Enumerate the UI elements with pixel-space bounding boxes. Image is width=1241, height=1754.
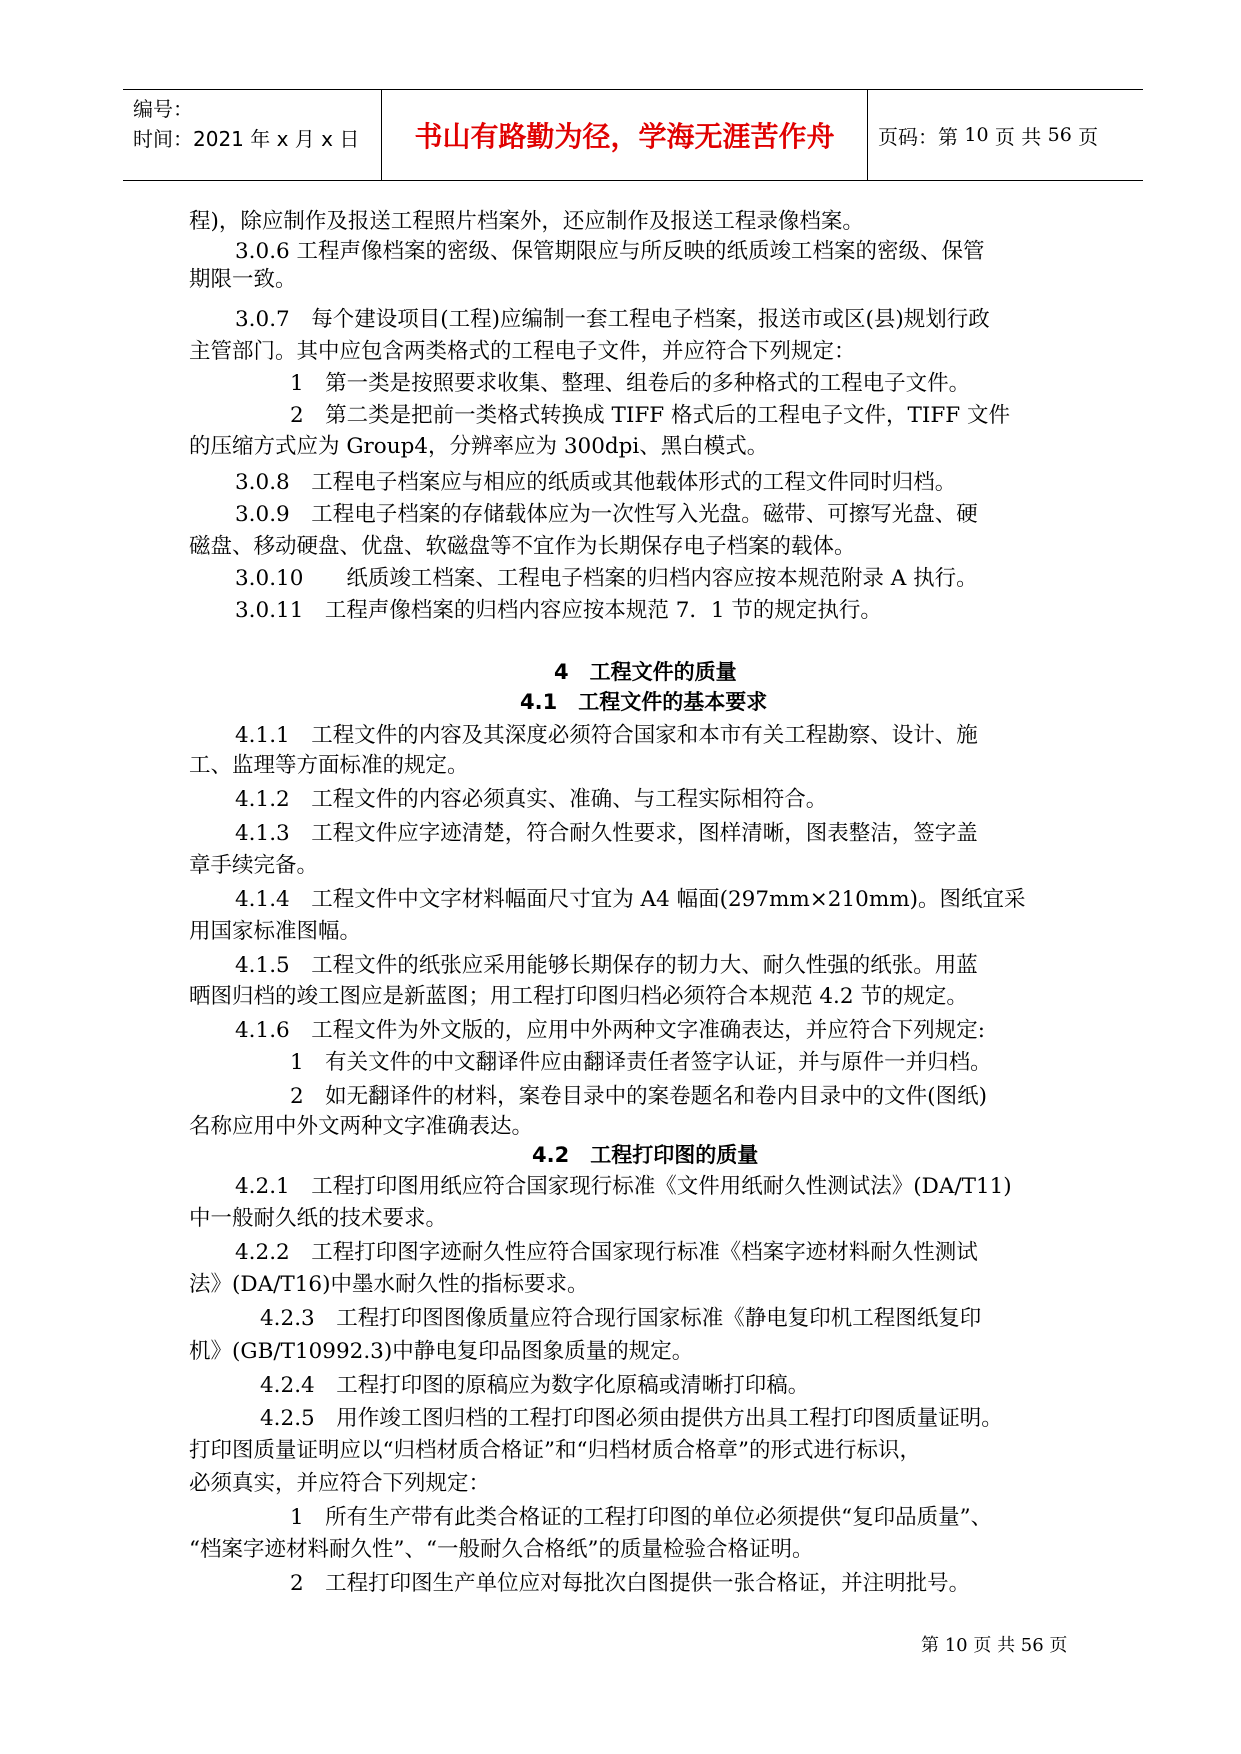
body-line: 1 所有生产带有此类合格证的工程打印图的单位必须提供“复印品质量”、 <box>290 1505 993 1530</box>
header-page-indicator <box>868 90 1143 180</box>
section-heading-4-1: 4.1 工程文件的基本要求 <box>520 690 768 714</box>
body-line: 4.2.3 工程打印图图像质量应符合现行国家标准《静电复印机工程图纸复印 <box>260 1306 982 1331</box>
body-line: 4.2.5 用作竣工图归档的工程打印图必须由提供方出具工程打印图质量证明。 <box>260 1406 1003 1431</box>
body-line: 4.1.3 工程文件应字迹清楚，符合耐久性要求，图样清晰，图表整洁，签字盖 <box>235 821 978 846</box>
body-line: 机》(GB/T10992.3)中静电复印品图象质量的规定。 <box>189 1339 694 1364</box>
body-line: 工、监理等方面标准的规定。 <box>189 753 469 778</box>
document-number-label: 编号： <box>133 97 193 121</box>
body-line: 章手续完备。 <box>189 853 319 878</box>
body-line: 3.0.7 每个建设项目(工程)应编制一套工程电子档案，报送市或区(县)规划行政 <box>235 307 990 332</box>
body-line: 1 有关文件的中文翻译件应由翻译责任者签字认证，并与原件一并归档。 <box>290 1050 992 1075</box>
body-line: 用国家标准图幅。 <box>189 919 362 944</box>
page-footer: 第 10 页 共 56 页 <box>921 1635 1068 1656</box>
page-header <box>123 89 1143 181</box>
body-line: 3.0.9 工程电子档案的存储载体应为一次性写入光盘。磁带、可擦写光盘、硬 <box>235 502 978 527</box>
body-line: 4.1.1 工程文件的内容及其深度必须符合国家和本市有关工程勘察、设计、施 <box>235 723 978 748</box>
body-line: 晒图归档的竣工图应是新蓝图；用工程打印图归档必须符合本规范 4.2 节的规定。 <box>189 984 968 1009</box>
body-line: 的压缩方式应为 Group4，分辨率应为 300dpi、黑白模式。 <box>189 434 769 459</box>
body-line: 4.2.1 工程打印图用纸应符合国家现行标准《文件用纸耐久性测试法》(DA/T11) <box>235 1174 1012 1199</box>
body-line: 期限一致。 <box>189 267 297 292</box>
body-line: 3.0.6 工程声像档案的密级、保管期限应与所反映的纸质竣工档案的密级、保管 <box>235 239 985 264</box>
body-line: 磁盘、移动硬盘、优盘、软磁盘等不宜作为长期保存电子档案的载体。 <box>189 534 856 559</box>
page-mid: 页 共 <box>994 124 1042 149</box>
body-line: 2 第二类是把前一类格式转换成 TIFF 格式后的工程电子文件，TIFF 文件 <box>290 403 1011 428</box>
body-line: 4.2.4 工程打印图的原稿应为数字化原稿或清晰打印稿。 <box>260 1373 810 1398</box>
body-line: 4.1.6 工程文件为外文版的，应用中外两种文字准确表达，并应符合下列规定: <box>235 1018 985 1043</box>
body-line: 2 工程打印图生产单位应对每批次白图提供一张合格证，并注明批号。 <box>290 1571 971 1596</box>
body-line: 3.0.10 纸质竣工档案、工程电子档案的归档内容应按本规范附录 A 执行。 <box>235 566 978 591</box>
body-line: 中一般耐久纸的技术要求。 <box>189 1206 448 1231</box>
body-line: 2 如无翻译件的材料，案卷目录中的案卷题名和卷内目录中的文件(图纸) <box>290 1084 987 1109</box>
body-line: 打印图质量证明应以“归档材质合格证”和“归档材质合格章”的形式进行标识， <box>189 1438 921 1463</box>
body-line: 4.1.2 工程文件的内容必须真实、准确、与工程实际相符合。 <box>235 787 828 812</box>
body-line: 名称应用中外文两种文字准确表达。 <box>189 1114 534 1139</box>
page-suffix: 页 <box>1078 124 1099 149</box>
body-line: 1 第一类是按照要求收集、整理、组卷后的多种格式的工程电子文件。 <box>290 371 971 396</box>
body-line: 法》(DA/T16)中墨水耐久性的指标要求。 <box>189 1272 589 1297</box>
section-heading-4-2: 4.2 工程打印图的质量 <box>532 1143 759 1167</box>
body-line: “档案字迹材料耐久性”、“一般耐久合格纸”的质量检验合格证明。 <box>189 1537 814 1562</box>
body-line: 主管部门。其中应包含两类格式的工程电子文件，并应符合下列规定： <box>189 339 856 364</box>
body-line: 4.2.2 工程打印图字迹耐久性应符合国家现行标准《档案字迹材料耐久性测试 <box>235 1240 978 1265</box>
header-meta <box>123 90 382 180</box>
body-line: 必须真实，并应符合下列规定： <box>189 1471 491 1496</box>
body-line: 程)，除应制作及报送工程照片档案外，还应制作及报送工程录像档案。 <box>189 209 864 234</box>
body-line: 3.0.8 工程电子档案应与相应的纸质或其他载体形式的工程文件同时归档。 <box>235 470 957 495</box>
section-heading-4: 4 工程文件的质量 <box>554 660 737 684</box>
body-line: 3.0.11 工程声像档案的归档内容应按本规范 7．1 节的规定执行。 <box>235 598 882 623</box>
page-prefix: 页码：第 <box>878 124 958 149</box>
page-current: 10 <box>964 124 989 146</box>
page-total: 56 <box>1047 124 1072 146</box>
body-line: 4.1.4 工程文件中文字材料幅面尺寸宜为 A4 幅面(297mm×210mm)。图纸宜采 <box>235 887 1026 912</box>
document-time: 时间：2021 年 x 月 x 日 <box>133 127 360 151</box>
header-motto: 书山有路勤为径，学海无涯苦作舟 <box>382 90 868 180</box>
body-line: 4.1.5 工程文件的纸张应采用能够长期保存的韧力大、耐久性强的纸张。用蓝 <box>235 953 978 978</box>
